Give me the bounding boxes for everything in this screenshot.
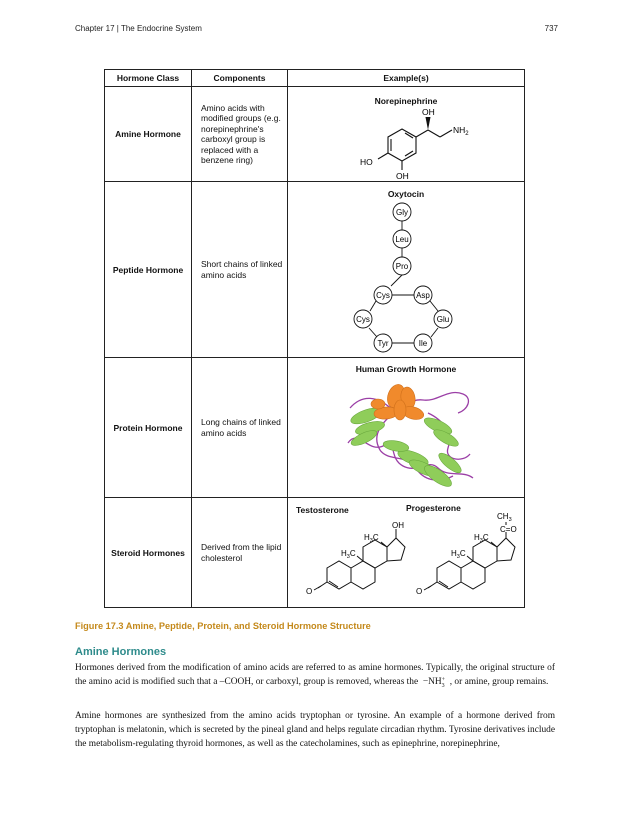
- amine-formula: [420, 677, 447, 687]
- methyl-h: H: [451, 549, 457, 558]
- column-header: Components: [192, 70, 288, 87]
- methyl-c: C: [482, 533, 489, 542]
- hormone-class-cell: Amine Hormone: [105, 87, 192, 182]
- hormone-class-cell: Steroid Hormones: [105, 498, 192, 608]
- methyl-c: C: [372, 533, 379, 542]
- table-row: [105, 498, 525, 608]
- ketone-label: O: [416, 587, 423, 596]
- oh-bottom-label: OH: [396, 171, 409, 181]
- example-cell: [288, 87, 525, 182]
- methyl-c: C: [459, 549, 466, 558]
- methyl-label: [451, 549, 466, 560]
- residue-label: Pro: [395, 262, 409, 271]
- methyl-label: [497, 512, 512, 523]
- methyl-sub: 3: [346, 554, 350, 560]
- running-header-chapter: Chapter 17 | The Endocrine System: [75, 24, 202, 33]
- hydroxyl-label: OH: [392, 521, 404, 530]
- steroid-structures: [288, 498, 524, 608]
- example-title: Progesterone: [406, 503, 461, 513]
- paragraph-text: Hormones derived from the modification of amino acids are referred to as amine hormones. Typically, the original structure of the amino acid is modified such that a –COOH, or carboxyl, group is removed, whereas the: [75, 663, 555, 687]
- residue-label: Gly: [396, 208, 408, 217]
- paragraph-text: , or amine, group remains.: [449, 677, 549, 687]
- section-title: Amine Hormones: [75, 646, 167, 658]
- formula-text: −NH: [422, 677, 442, 687]
- hormone-class-cell: Protein Hormone: [105, 358, 192, 498]
- methyl-sub: 3: [456, 554, 460, 560]
- example-cell: [288, 182, 525, 358]
- components-cell: Derived from the lipid cholesterol: [192, 498, 288, 608]
- formula-subscript: 3: [441, 683, 445, 689]
- oh-label: OH: [422, 107, 435, 117]
- oxytocin-structure: [288, 182, 524, 358]
- alpha-helices: [371, 382, 425, 422]
- example-title: Testosterone: [296, 505, 349, 515]
- body-paragraph: [75, 661, 555, 689]
- table-row: [105, 182, 525, 358]
- carbonyl-label: C=O: [500, 525, 517, 534]
- methyl-h: H: [341, 549, 347, 558]
- table-header-row: [105, 70, 525, 87]
- table-row: [105, 87, 525, 182]
- methyl-h: H: [364, 533, 370, 542]
- table-row: [105, 358, 525, 498]
- residue-label: Tyr: [377, 339, 389, 348]
- hormone-class-cell: Peptide Hormone: [105, 182, 192, 358]
- components-cell: Short chains of linked amino acids: [192, 182, 288, 358]
- components-cell: Long chains of linked amino acids: [192, 358, 288, 498]
- ketone-label: O: [306, 587, 313, 596]
- example-title: Oxytocin: [387, 189, 425, 199]
- nh-text: NH: [453, 125, 466, 135]
- testosterone-skeleton: [314, 529, 405, 590]
- residue-label: Ile: [418, 339, 428, 348]
- residue-label: Leu: [395, 235, 409, 244]
- growth-hormone-ribbon: [288, 358, 524, 498]
- column-header: Example(s): [288, 70, 525, 87]
- residue-label: Asp: [416, 291, 430, 300]
- methyl-sub: 3: [508, 517, 512, 523]
- example-cell: [288, 498, 525, 608]
- methyl-label: [474, 533, 489, 544]
- example-cell: [288, 358, 525, 498]
- body-paragraph: Amine hormones are synthesized from the amino acids tryptophan or tyrosine. An example of a hormone derived from tryptophan is melatonin, which is secreted by the pineal gland and helps regulate circadian rhythm. Tyrosine derivatives include the metabolism-regulating thyroid hormones, as well as the catecholamines, such as epinephrine, norepinephrine,: [75, 711, 555, 749]
- formula-scripts: [442, 677, 445, 689]
- components-cell: Amino acids with modified groups (e.g. norepinephrine's carboxyl group is replaced with a benzene ring): [192, 87, 288, 182]
- example-title: Human Growth Hormone: [355, 364, 457, 374]
- amine-label: [453, 125, 469, 137]
- nh-subscript: 2: [465, 131, 469, 137]
- methyl-label: [364, 533, 379, 544]
- methyl-ch: CH: [497, 512, 509, 521]
- example-title: Norepinephrine: [374, 96, 438, 106]
- methyl-sub: 3: [369, 538, 373, 544]
- page-number: 737: [544, 24, 558, 33]
- methyl-label: [341, 549, 356, 560]
- methyl-h: H: [474, 533, 480, 542]
- ho-label: HO: [360, 157, 373, 167]
- residue-label: Cys: [356, 315, 370, 324]
- hormone-table: [104, 69, 525, 608]
- methyl-c: C: [349, 549, 356, 558]
- residue-label: Glu: [436, 315, 450, 324]
- beta-sheets: [349, 405, 464, 490]
- residue-label: Cys: [376, 291, 390, 300]
- column-header: Hormone Class: [105, 70, 192, 87]
- formula-superscript: +: [441, 677, 446, 683]
- norepinephrine-structure: [288, 87, 524, 182]
- figure-caption: Figure 17.3 Amine, Peptide, Protein, and Steroid Hormone Structure: [75, 621, 371, 631]
- methyl-sub: 3: [479, 538, 483, 544]
